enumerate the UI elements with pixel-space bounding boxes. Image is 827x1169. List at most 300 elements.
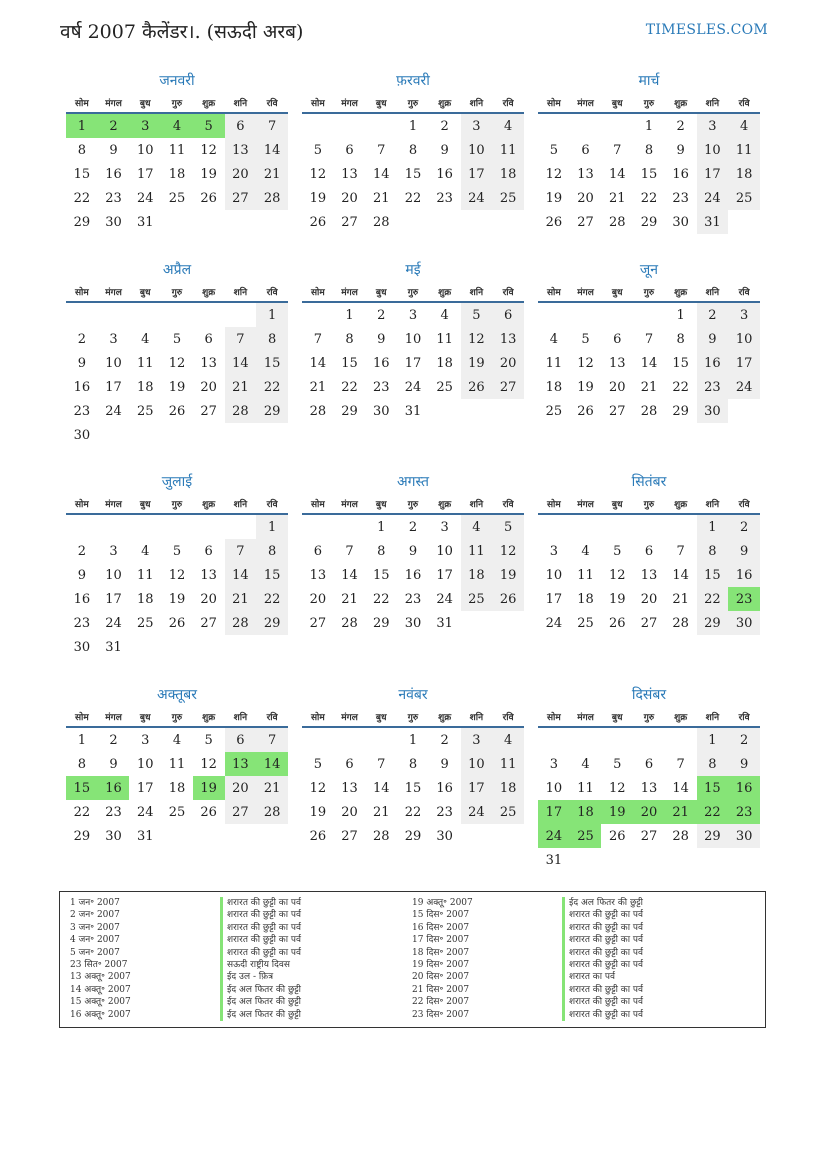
day-cell: 8: [676, 331, 685, 347]
weekday-header: गुरु: [633, 281, 665, 302]
holiday-name: शरारत की छुट्टी का पर्व: [562, 959, 643, 971]
day-cell: 23: [436, 804, 453, 820]
day-cell: 13: [640, 567, 658, 583]
holiday-name: शरारत की छुट्टी का पर्व: [220, 922, 301, 934]
day-cell: 12: [168, 567, 186, 583]
month-name: मई: [405, 262, 421, 278]
day-cell: 28: [256, 186, 288, 210]
day-cell: 3: [697, 113, 729, 138]
day-cell: 12: [608, 780, 626, 796]
weekday-header: शुक्र: [193, 706, 225, 727]
empty-cell: [193, 514, 225, 539]
day-cell: 14: [640, 355, 658, 371]
day-cell: 2: [440, 118, 449, 134]
weekday-header: बुध: [129, 281, 161, 302]
day-cell: 23: [105, 190, 122, 206]
day-cell: 22: [697, 800, 729, 824]
day-cell: 1: [256, 302, 288, 327]
day-cell: 3: [549, 756, 558, 772]
day-cell: 22: [640, 190, 658, 206]
weekday-header: बुध: [129, 493, 161, 514]
empty-cell: [129, 302, 161, 327]
day-cell: 4: [172, 732, 182, 748]
weekday-header: मंगल: [334, 493, 366, 514]
month-block: [538, 684, 760, 872]
day-cell: 13: [225, 752, 257, 776]
day-cell: 5: [313, 756, 322, 772]
day-cell: 14: [672, 780, 689, 796]
day-cell: 23: [728, 587, 760, 611]
day-cell: 18: [168, 166, 186, 182]
day-cell: 1: [644, 118, 654, 134]
day-cell: 18: [492, 162, 524, 186]
holiday-name: शरारत की छुट्टी का पर्व: [220, 897, 301, 909]
day-cell: 2: [697, 302, 729, 327]
day-cell: 23: [436, 190, 453, 206]
day-cell: 1: [676, 307, 685, 323]
day-cell: 23: [73, 403, 91, 419]
empty-cell: [601, 514, 633, 539]
empty-cell: [365, 113, 397, 138]
weekday-header: शनि: [697, 706, 729, 727]
day-cell: 12: [545, 166, 563, 182]
day-cell: 10: [728, 327, 760, 351]
day-cell: 18: [136, 379, 154, 395]
day-cell: 26: [608, 615, 626, 631]
month-block: [302, 471, 524, 635]
day-cell: 15: [697, 563, 729, 587]
day-cell: 10: [136, 756, 154, 772]
weekday-header: रवि: [256, 281, 288, 302]
day-cell: 27: [640, 615, 658, 631]
holiday-name: शरारत की छुट्टी का पर्व: [562, 909, 643, 921]
day-cell: 5: [549, 142, 558, 158]
day-cell: 27: [309, 615, 327, 631]
day-cell: 24: [105, 615, 122, 631]
day-cell: 16: [73, 379, 91, 395]
day-cell: 30: [697, 399, 729, 423]
empty-cell: [601, 302, 633, 327]
weekday-header: गुरु: [161, 493, 193, 514]
holiday-name: ईद अल फितर की छुट्टी: [220, 984, 301, 996]
day-cell: 5: [172, 331, 182, 347]
day-cell: 23: [372, 379, 390, 395]
day-cell: 5: [492, 514, 524, 539]
weekday-header: शनि: [225, 706, 257, 727]
day-cell: 14: [372, 780, 390, 796]
day-cell: 29: [672, 403, 689, 419]
holiday-date: 23 दिस॰ 2007: [412, 1009, 470, 1020]
day-cell: 13: [309, 567, 327, 583]
day-cell: 11: [577, 780, 594, 796]
day-cell: 24: [136, 804, 154, 820]
month-table: [538, 281, 760, 423]
day-cell: 1: [408, 118, 418, 134]
weekday-header: रवि: [728, 493, 760, 514]
day-cell: 29: [73, 828, 91, 844]
holiday-name: शरारत की छुट्टी का पर्व: [220, 934, 301, 946]
day-cell: 2: [728, 514, 760, 539]
empty-cell: [633, 848, 665, 872]
day-cell: 14: [341, 567, 358, 583]
month-block: [66, 684, 288, 848]
holiday-date: 20 दिस॰ 2007: [412, 972, 470, 983]
weekday-header: शुक्र: [429, 493, 461, 514]
day-cell: 17: [105, 591, 122, 607]
day-cell: 24: [105, 403, 122, 419]
weekday-header: रवि: [256, 493, 288, 514]
day-cell: 17: [404, 355, 422, 371]
day-cell: 25: [136, 403, 154, 419]
day-cell: 11: [577, 567, 594, 583]
day-cell: 22: [404, 190, 422, 206]
holiday-date: 4 जन॰ 2007: [70, 935, 120, 946]
day-cell: 20: [225, 776, 257, 800]
holiday-list: [59, 891, 766, 1028]
empty-cell: [570, 113, 602, 138]
day-cell: 9: [676, 142, 685, 158]
weekday-header: सोम: [66, 92, 98, 113]
day-cell: 22: [256, 375, 288, 399]
empty-cell: [225, 302, 257, 327]
day-cell: 20: [341, 190, 358, 206]
weekday-header: मंगल: [334, 92, 366, 113]
weekday-header: शनि: [461, 706, 493, 727]
weekday-header: बुध: [129, 706, 161, 727]
month-name: अप्रैल: [162, 262, 192, 278]
day-cell: 9: [728, 539, 760, 563]
day-cell: 21: [640, 379, 658, 395]
day-cell: 6: [345, 756, 354, 772]
day-cell: 4: [581, 756, 590, 772]
weekday-header: शुक्र: [665, 281, 697, 302]
day-cell: 22: [404, 804, 422, 820]
month-block: [302, 684, 524, 848]
day-cell: 18: [577, 591, 594, 607]
holiday-dates-right: [412, 897, 473, 1021]
day-cell: 5: [613, 543, 622, 559]
day-cell: 20: [341, 804, 358, 820]
weekday-header: मंगल: [570, 493, 602, 514]
day-cell: 1: [377, 519, 386, 535]
day-cell: 7: [225, 539, 257, 563]
day-cell: 28: [341, 615, 358, 631]
day-cell: 19: [492, 563, 524, 587]
day-cell: 27: [608, 403, 626, 419]
day-cell: 29: [404, 828, 422, 844]
day-cell: 18: [436, 355, 453, 371]
weekday-header: शनि: [697, 92, 729, 113]
weekday-header: सोम: [538, 281, 570, 302]
empty-cell: [256, 824, 288, 848]
empty-cell: [601, 727, 633, 752]
empty-cell: [161, 423, 193, 447]
empty-cell: [225, 635, 257, 659]
day-cell: 27: [341, 214, 358, 230]
day-cell: 19: [577, 379, 594, 395]
day-cell: 21: [608, 190, 626, 206]
empty-cell: [302, 302, 334, 327]
day-cell: 12: [200, 756, 217, 772]
day-cell: 19: [461, 351, 493, 375]
day-cell: 24: [545, 615, 563, 631]
day-cell: 14: [225, 563, 257, 587]
day-cell: 15: [640, 166, 658, 182]
day-cell: 13: [577, 166, 594, 182]
day-cell: 21: [309, 379, 327, 395]
empty-cell: [728, 399, 760, 423]
day-cell: 8: [256, 539, 288, 563]
day-cell: 6: [225, 113, 257, 138]
day-cell: 9: [109, 142, 118, 158]
month-table: [66, 493, 288, 659]
day-cell: 20: [200, 379, 217, 395]
weekday-header: शनि: [461, 92, 493, 113]
day-cell: 17: [545, 591, 563, 607]
holiday-date: 2 जन॰ 2007: [70, 910, 120, 921]
day-cell: 14: [672, 567, 689, 583]
empty-cell: [538, 302, 570, 327]
weekday-header: मंगल: [98, 706, 130, 727]
weekday-header: गुरु: [161, 281, 193, 302]
day-cell: 19: [545, 190, 563, 206]
weekday-header: मंगल: [98, 281, 130, 302]
holiday-date: 16 अक्तू॰ 2007: [70, 1009, 131, 1020]
day-cell: 17: [728, 351, 760, 375]
day-cell: 28: [225, 611, 257, 635]
weekday-header: मंगल: [334, 706, 366, 727]
day-cell: 13: [640, 780, 658, 796]
weekday-header: शुक्र: [429, 281, 461, 302]
day-cell: 11: [136, 355, 154, 371]
day-cell: 16: [728, 776, 760, 800]
day-cell: 31: [105, 639, 122, 655]
page-title: वर्ष 2007 कैलेंडर।. (सऊदी अरब): [60, 21, 304, 43]
day-cell: 21: [372, 190, 390, 206]
day-cell: 22: [372, 591, 390, 607]
day-cell: 17: [136, 780, 154, 796]
day-cell: 2: [98, 113, 130, 138]
day-cell: 31: [404, 403, 422, 419]
empty-cell: [633, 302, 665, 327]
weekday-header: सोम: [66, 493, 98, 514]
weekday-header: मंगल: [98, 92, 130, 113]
empty-cell: [492, 210, 524, 234]
day-cell: 25: [436, 379, 453, 395]
weekday-header: शनि: [225, 92, 257, 113]
day-cell: 24: [436, 591, 453, 607]
day-cell: 9: [77, 355, 86, 371]
day-cell: 30: [73, 427, 91, 443]
day-cell: 19: [193, 776, 225, 800]
empty-cell: [665, 848, 697, 872]
holiday-date: 3 जन॰ 2007: [70, 922, 120, 933]
empty-cell: [492, 611, 524, 635]
empty-cell: [225, 423, 257, 447]
day-cell: 25: [168, 190, 186, 206]
day-cell: 11: [492, 752, 524, 776]
day-cell: 28: [608, 214, 626, 230]
day-cell: 14: [225, 351, 257, 375]
day-cell: 22: [672, 379, 689, 395]
day-cell: 19: [168, 591, 186, 607]
month-name: दिसंबर: [631, 687, 667, 703]
day-cell: 26: [608, 828, 626, 844]
holiday-name: शरारत की छुट्टी का पर्व: [220, 947, 301, 959]
day-cell: 6: [225, 727, 257, 752]
holiday-date: 18 दिस॰ 2007: [412, 947, 470, 958]
empty-cell: [570, 302, 602, 327]
month-table: [538, 706, 760, 872]
day-cell: 6: [204, 543, 213, 559]
month-block: [66, 471, 288, 659]
month-block: [538, 471, 760, 635]
holiday-date: 19 दिस॰ 2007: [412, 959, 470, 970]
day-cell: 6: [581, 142, 590, 158]
weekday-header: मंगल: [570, 281, 602, 302]
holiday-name: ईद अल फितर की छुट्टी: [220, 1009, 301, 1021]
day-cell: 9: [377, 331, 386, 347]
day-cell: 1: [345, 307, 354, 323]
month-table: [538, 493, 760, 635]
day-cell: 25: [728, 186, 760, 210]
day-cell: 26: [545, 214, 563, 230]
day-cell: 26: [492, 587, 524, 611]
day-cell: 15: [66, 776, 98, 800]
day-cell: 30: [728, 824, 760, 848]
weekday-header: बुध: [601, 92, 633, 113]
day-cell: 10: [404, 331, 422, 347]
day-cell: 18: [545, 379, 563, 395]
weekday-header: सोम: [538, 92, 570, 113]
day-cell: 10: [461, 752, 493, 776]
day-cell: 14: [256, 138, 288, 162]
day-cell: 8: [697, 539, 729, 563]
day-cell: 21: [341, 591, 358, 607]
day-cell: 8: [377, 543, 386, 559]
weekday-header: बुध: [365, 493, 397, 514]
empty-cell: [334, 727, 366, 752]
weekday-header: सोम: [302, 281, 334, 302]
day-cell: 20: [225, 162, 257, 186]
day-cell: 6: [345, 142, 354, 158]
day-cell: 12: [608, 567, 626, 583]
day-cell: 11: [168, 756, 186, 772]
day-cell: 9: [440, 756, 449, 772]
empty-cell: [193, 423, 225, 447]
day-cell: 25: [136, 615, 154, 631]
holiday-date: 15 दिस॰ 2007: [412, 910, 470, 921]
weekday-header: गुरु: [633, 493, 665, 514]
day-cell: 28: [640, 403, 658, 419]
weekday-header: बुध: [129, 92, 161, 113]
day-cell: 1: [697, 514, 729, 539]
day-cell: 16: [436, 166, 453, 182]
holiday-name: शरारत की छुट्टी का पर्व: [562, 947, 643, 959]
holiday-date: 23 सित॰ 2007: [70, 959, 128, 970]
day-cell: 20: [200, 591, 217, 607]
day-cell: 27: [200, 615, 217, 631]
day-cell: 20: [640, 591, 658, 607]
empty-cell: [570, 727, 602, 752]
day-cell: 22: [73, 190, 91, 206]
day-cell: 12: [577, 355, 594, 371]
day-cell: 23: [404, 591, 422, 607]
day-cell: 6: [492, 302, 524, 327]
day-cell: 23: [728, 800, 760, 824]
empty-cell: [161, 514, 193, 539]
day-cell: 16: [697, 351, 729, 375]
day-cell: 18: [461, 563, 493, 587]
day-cell: 10: [105, 567, 122, 583]
day-cell: 12: [200, 142, 217, 158]
day-cell: 24: [461, 800, 493, 824]
weekday-header: शनि: [697, 493, 729, 514]
day-cell: 24: [728, 375, 760, 399]
day-cell: 18: [570, 800, 602, 824]
holiday-name: ईद उल - फ़ित्र: [220, 971, 301, 983]
empty-cell: [538, 113, 570, 138]
day-cell: 1: [77, 732, 86, 748]
day-cell: 14: [608, 166, 626, 182]
day-cell: 15: [404, 780, 422, 796]
day-cell: 16: [98, 776, 130, 800]
day-cell: 10: [436, 543, 453, 559]
day-cell: 23: [672, 190, 689, 206]
day-cell: 6: [613, 331, 622, 347]
weekday-header: गुरु: [397, 706, 429, 727]
day-cell: 24: [697, 186, 729, 210]
holiday-name: शरारत की छुट्टी का पर्व: [562, 1009, 643, 1021]
day-cell: 30: [105, 214, 122, 230]
brand-link[interactable]: TIMESLES.COM: [645, 22, 768, 38]
day-cell: 11: [168, 142, 186, 158]
empty-cell: [302, 514, 334, 539]
weekday-header: सोम: [302, 706, 334, 727]
day-cell: 24: [404, 379, 422, 395]
day-cell: 10: [105, 355, 122, 371]
day-cell: 18: [492, 776, 524, 800]
day-cell: 31: [136, 828, 154, 844]
day-cell: 19: [601, 800, 633, 824]
day-cell: 2: [377, 307, 386, 323]
empty-cell: [161, 210, 193, 234]
day-cell: 24: [461, 186, 493, 210]
weekday-header: शनि: [225, 493, 257, 514]
empty-cell: [193, 635, 225, 659]
weekday-header: रवि: [256, 706, 288, 727]
weekday-header: रवि: [492, 493, 524, 514]
day-cell: 3: [461, 113, 493, 138]
day-cell: 15: [672, 355, 689, 371]
day-cell: 4: [161, 113, 193, 138]
day-cell: 9: [728, 752, 760, 776]
month-name: जुलाई: [161, 474, 193, 490]
day-cell: 13: [341, 780, 358, 796]
weekday-header: शुक्र: [665, 706, 697, 727]
empty-cell: [365, 727, 397, 752]
day-cell: 12: [309, 780, 327, 796]
day-cell: 14: [309, 355, 327, 371]
day-cell: 8: [77, 142, 86, 158]
day-cell: 29: [640, 214, 658, 230]
day-cell: 21: [225, 375, 257, 399]
day-cell: 3: [109, 331, 118, 347]
holiday-date: 22 दिस॰ 2007: [412, 997, 470, 1008]
day-cell: 27: [640, 828, 658, 844]
day-cell: 30: [404, 615, 422, 631]
day-cell: 30: [105, 828, 122, 844]
